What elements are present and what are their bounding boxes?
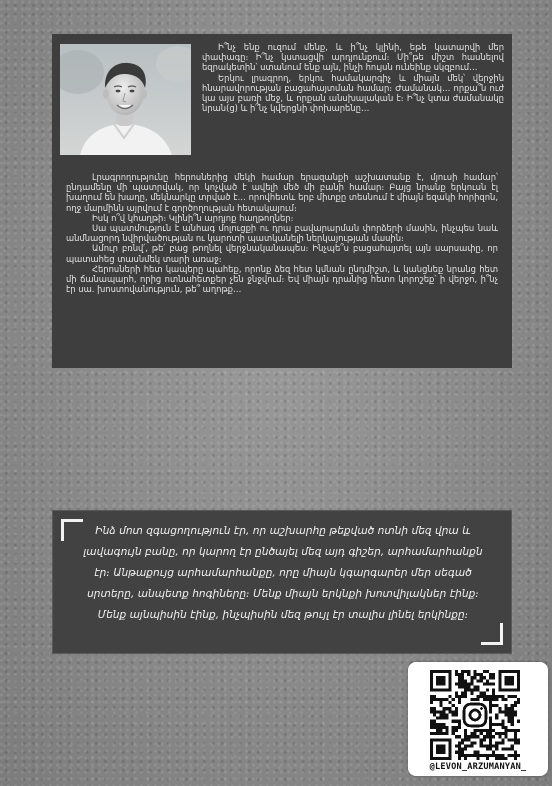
qr-code-icon[interactable]	[430, 670, 520, 760]
synopsis-paragraph: Լրագրողությունը հերոսներից մեկի համար երազանքի աշխատանք է, մյուսի համար՝ ընդամենը մի պատրվակ, որ կոչված է ավելի մեծ մի բանի համար։ Բայց նրանք երկուսն էլ խաղում են խաղը, մեկնարկը տրված է… որովհետև երբ միտքը տեսնում է միայն եզակի հորիզոն, ողջ մարմինն այրվում է գործողության հետակայում։	[66, 172, 498, 213]
synopsis-paragraph: Սա պատմություն է անհագ մոլուցքի ու դրա բավարարման փորձերի մասին, ինչպես նաև անմնացորդ նվիրվածության ու կարոտի պատկանելի ներկայության մասին։	[66, 223, 498, 244]
qr-card[interactable]	[408, 662, 548, 776]
author-photo	[60, 44, 191, 155]
intro-paragraph: Երկու լրագրող, երկու համակարգիչ և միայն մեկ՝ վերջին հնարավորության բացահայտման համար։ Ժամանակ… որքա՞ն ուժ կա այս բառի մեջ, և որքան անսխալական է։ Ի՞նչ կտա ժամանակը նրան(ց) և ի՞նչ կվերցնի փոխարենը…	[202, 72, 504, 114]
synopsis-panel	[52, 34, 512, 368]
synopsis-paragraph: Հերոսների հետ կապերը պահեք, որոնք ձեզ հետ կմնան ընդմիշտ, և կանցնեք նրանց հետ մի ճանապարհ, որից ոտնահետքեր չեն ջնջվում։ Եվ միայն դրանից հետո կորոշեք՝ ի վերջո, ի՞նչ էր սա. խոստովանություն, թե՞ աղոթք…	[66, 263, 498, 295]
quote-corner-top-left	[61, 519, 83, 541]
intro-text	[202, 42, 504, 113]
synopsis-text	[66, 172, 498, 294]
quote-box	[52, 510, 512, 654]
instagram-handle[interactable]: @LEVON_ARZUMANYAN_	[429, 762, 527, 772]
instagram-icon	[461, 701, 489, 729]
synopsis-paragraph: Իսկ ո՞վ կհաղթի։ Կլինի՞ն արդյոք հաղթողներ։	[92, 212, 294, 223]
quote-text: Ինձ մոտ զգացողություն էր, որ աշխարհը թեքված ոտնի մեզ վրա և լավագույն բանը, որ կարող էր ընծայել մեզ այդ գիշեր, արհամարհանքն էր։ Անթաքույց արհամարհանքը, որը միայն կգարգարեր մեր սեգած սրտերը, անպետք հոգիները։ Մենք միայն երկնքի խոտվիլակներ էինք։ Մենք այնպիսին էինք, ինչպիսին մեզ թույլ էր տալիս լինել երկինքը։	[83, 525, 483, 621]
intro-paragraph: Ի՞նչ ենք ուզում մենք, և ի՞նչ կլինի, եթե կատարվի մեր փափագը։ Ի՞նչ կստացվի արդյունքում։ Մի՞թե միշտ հասնելով եզրակետին՝ ստանում ենք այն, ինչի հույսն ունեինք սկզբում…	[202, 42, 504, 73]
synopsis-paragraph: Ամուր բռնվ՛, թե՛ բաց թողնել վերջնականապես։ Ինչպե՞ս բացահայտել այն սարսափը, որ պատահեց տասնմեկ տարի առաջ։	[66, 243, 498, 264]
quote-corner-bottom-right	[481, 623, 503, 645]
portrait-photo-icon	[60, 44, 191, 155]
